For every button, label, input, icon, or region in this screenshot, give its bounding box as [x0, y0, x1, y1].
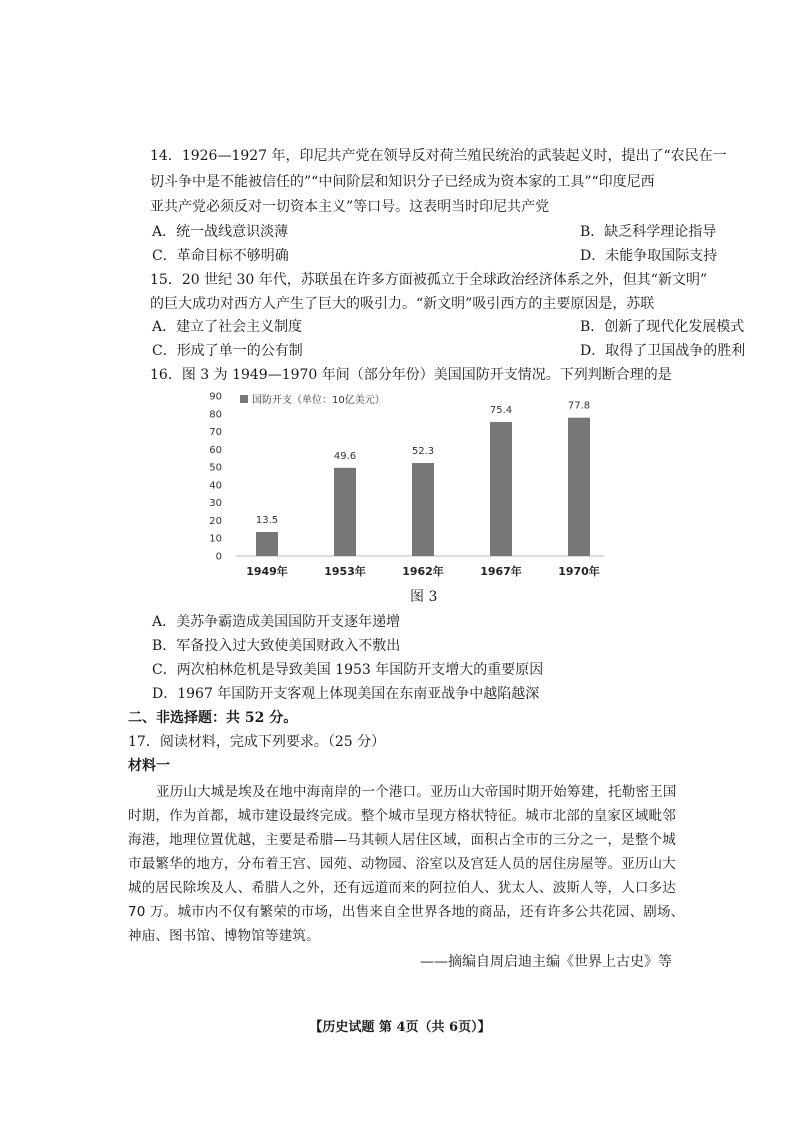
material-line-3: 海港，地理位置优越，主要是希腊—马其顿人居住区域，面积占全市的三分之一，是整个城 [128, 832, 676, 848]
y-axis-ticks [209, 392, 222, 563]
bar-value-label: 75.4 [489, 404, 513, 416]
legend-label: 国防开支（单位：10亿美元） [252, 395, 385, 406]
q15-option-b: B．创新了现代化发展模式 [580, 319, 745, 335]
x-axis-labels [246, 564, 600, 578]
bar-1 [334, 468, 356, 556]
page-footer: 【历史试题 第 4页（共 6页）】 [309, 1020, 491, 1035]
q14-option-b: B．缺乏科学理论指导 [580, 224, 717, 240]
y-tick-label: 80 [209, 409, 222, 421]
q17-stem: 17．阅读材料，完成下列要求。（25 分） [128, 734, 386, 750]
bars [256, 418, 590, 556]
x-tick-label: 1962年 [402, 565, 444, 578]
q14-option-d: D．未能争取国际支持 [580, 248, 718, 264]
material-source: ——摘编自周启迪主编《世界上古史》等 [420, 954, 672, 970]
q16-option-b: B．军备投入过大致使美国财政入不敷出 [152, 638, 401, 654]
q16-option-a: A．美苏争霸造成美国国防开支逐年递增 [152, 614, 401, 630]
y-tick-label: 30 [209, 498, 222, 510]
y-tick-label: 70 [209, 427, 222, 439]
defense-spending-chart [190, 382, 610, 582]
y-tick-label: 40 [209, 480, 222, 492]
y-tick-label: 60 [209, 444, 222, 456]
q14-option-row-1 [152, 222, 717, 242]
q15-option-row-1 [152, 317, 745, 337]
q15-option-d: D．取得了卫国战争的胜利 [580, 343, 746, 359]
y-tick-label: 10 [209, 533, 222, 545]
q15-option-c: C．形成了单一的公有制 [152, 343, 303, 359]
material-title: 材料一 [128, 758, 170, 774]
bar-value-label: 77.8 [567, 400, 591, 412]
x-tick-label: 1970年 [558, 565, 600, 578]
bar-4 [568, 418, 590, 556]
material-line-6: 70 万。城市内不仅有繁荣的市场，出售来自全世界各地的商品，还有许多公共花园、剧场、 [128, 904, 685, 920]
x-tick-label: 1953年 [324, 565, 366, 578]
q14-option-a: A．统一战线意识淡薄 [152, 224, 289, 240]
q15-option-row-2 [152, 341, 746, 361]
x-tick-label: 1949年 [246, 565, 288, 578]
material-line-7: 神庙、图书馆、博物馆等建筑。 [128, 928, 320, 944]
y-tick-label: 20 [209, 515, 222, 527]
bar-value-label: 49.6 [333, 450, 357, 462]
bar-2 [412, 463, 434, 556]
bar-value-label: 52.3 [411, 446, 435, 458]
q14-stem-line3: 亚共产党必须反对一切资本主义”等口号。这表明当时印尼共产党 [150, 199, 550, 215]
material-line-5: 城的居民除埃及人、希腊人之外，还有远道而来的阿拉伯人、犹太人、波斯人等，人口多达 [128, 880, 676, 896]
section2-heading: 二、非选择题：共 52 分。 [128, 710, 298, 726]
material-line-4: 市最繁华的地方，分布着王宫、园苑、动物园、浴室以及宫廷人员的居住房屋等。亚历山大 [128, 856, 676, 872]
q14-stem-line2: 切斗争中是不能被信任的”“中间阶层和知识分子已经成为资本家的工具”“印度尼西 [150, 174, 655, 190]
legend-swatch [240, 395, 248, 403]
material-line-1: 亚历山大城是埃及在地中海南岸的一个港口。亚历山大帝国时期开始筹建，托勒密王国 [156, 784, 677, 800]
x-tick-label: 1967年 [480, 565, 522, 578]
q16-stem: 16．图 3 为 1949—1970 年间（部分年份）美国国防开支情况。下列判断合理的是 [150, 367, 672, 383]
material-line-2: 时期，作为首都，城市建设最终完成。整个城市呈现方格状特征。城市北部的皇家区域毗邻 [128, 808, 676, 824]
q15-stem-line1: 15．20 世纪 30 年代，苏联虽在许多方面被孤立于全球政治经济体系之外，但其“新文明” [150, 272, 708, 288]
q16-option-c: C．两次柏林危机是导致美国 1953 年国防开支增大的重要原因 [152, 662, 544, 678]
q15-option-a: A．建立了社会主义制度 [152, 319, 303, 335]
y-tick-label: 0 [215, 551, 222, 563]
q15-stem-line2: 的巨大成功对西方人产生了巨大的吸引力。“新文明”吸引西方的主要原因是，苏联 [150, 296, 655, 312]
q14-stem-line1: 14．1926—1927 年，印尼共产党在领导反对荷兰殖民统治的武装起义时，提出了“农民在一 [150, 148, 727, 164]
q16-option-d: D．1967 年国防开支客观上体现美国在东南亚战争中越陷越深 [152, 686, 540, 702]
q14-option-c: C．革命目标不够明确 [152, 248, 289, 264]
bar-0 [256, 532, 278, 556]
y-tick-label: 90 [209, 391, 222, 403]
q14-option-row-2 [152, 246, 718, 266]
figure-caption: 图 3 [410, 589, 438, 605]
bar-value-label: 13.5 [255, 515, 279, 526]
y-tick-label: 50 [209, 462, 222, 474]
bar-3 [490, 422, 512, 556]
